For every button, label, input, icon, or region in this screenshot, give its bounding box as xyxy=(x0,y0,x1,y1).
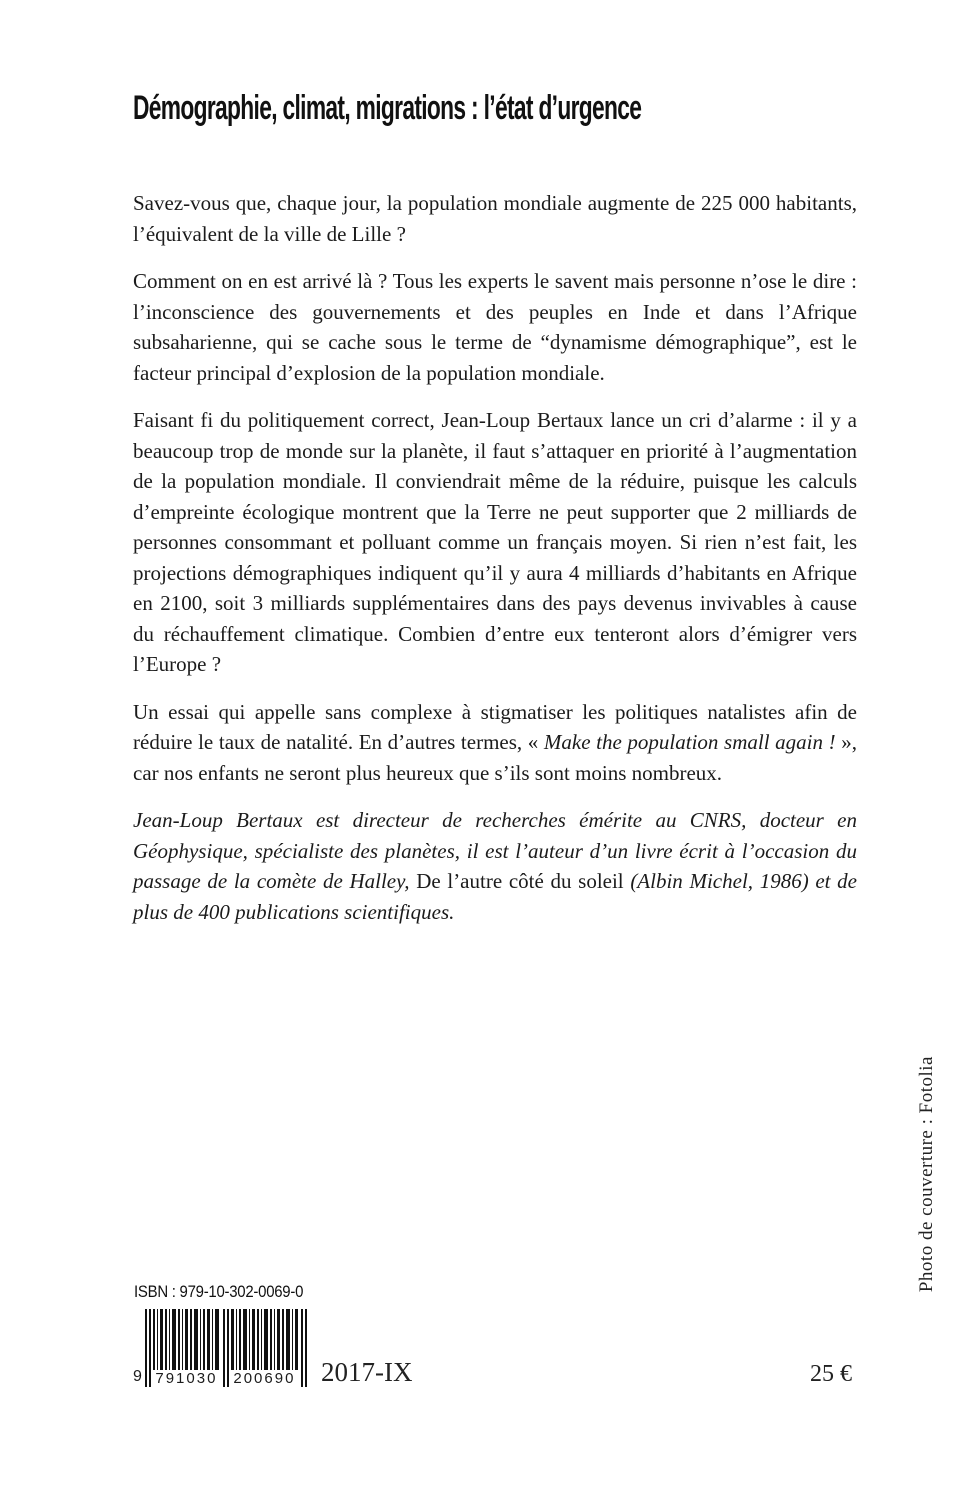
essay-quote-italic: Make the population small again ! xyxy=(543,730,836,754)
bio-book-title: De l’autre côté du soleil xyxy=(416,869,631,893)
bio-text-2: (Albin Michel, 1986) et de plus de 400 publications scientifiques. xyxy=(133,869,858,924)
author-bio xyxy=(133,805,857,927)
barcode-lead-digit: 9 xyxy=(133,1368,142,1385)
blurb xyxy=(133,88,857,944)
edition-code: 2017-IX xyxy=(321,1357,413,1387)
isbn-label: ISBN : 979-10-302-0069-0 xyxy=(134,1282,304,1301)
paragraph-essay xyxy=(133,697,857,789)
page-title: Démographie, climat, migrations : l’état d’urgence xyxy=(133,89,642,127)
barcode-digits-left: 791030 xyxy=(152,1370,221,1387)
barcode xyxy=(133,1309,308,1387)
paragraph-alarm: Faisant fi du politiquement correct, Jean-Loup Bertaux lance un cri d’alarme : il y a beaucoup trop de monde sur la planète, il faut s’attaquer en priorité à l’augmentation de la population mondiale. Il conviendrait même de la réduire, puisque les calculs d’empreinte écologique montrent que la Terre ne peut supporter que 2 milliards de personnes consommant et polluant comme un français moyen. Si rien n’est fait, les projections démographiques indiquent qu’il y aura 4 milliards d’habitants en Afrique en 2100, soit 3 milliards supplémentaires dans des pays devenus invivables à cause du réchauffement climatique. Combien d’entre eux tenteront alors d’émigrer vers l’Europe ? xyxy=(133,408,857,676)
barcode-bars xyxy=(145,1309,308,1387)
essay-text-before: Un essai qui appelle sans complexe à stigmatiser les politiques natalistes afin de réduire le taux de natalité. En d’autres termes, « xyxy=(133,699,857,754)
cover-photo-credit: Photo de couverture : Fotolia xyxy=(916,1056,937,1293)
paragraph-causes: Comment on en est arrivé là ? Tous les experts le savent mais personne n’ose le dire : l’inconscience des gouvernements et des peuples en Inde et dans l’Afrique subsaharienne, qui se cache sous le terme de “dynamisme démographique”, est le facteur principal d’explosion de la population mondiale. xyxy=(133,269,857,385)
paragraph-intro: Savez-vous que, chaque jour, la population mondiale augmente de 225 000 habitants, l’équivalent de la ville de Lille ? xyxy=(133,191,857,246)
barcode-digits-right: 200690 xyxy=(230,1370,299,1387)
essay-text-after: », car nos enfants ne seront plus heureux que s’ils sont moins nombreux. xyxy=(133,730,857,785)
bio-text-1: Jean-Loup Bertaux est directeur de recherches émérite au CNRS, docteur en Géophysique, spécialiste des planètes, il est l’auteur d’un livre écrit à l’occasion du passage de la comète de Halley, xyxy=(133,808,857,893)
price-label: 25 € xyxy=(810,1361,852,1387)
